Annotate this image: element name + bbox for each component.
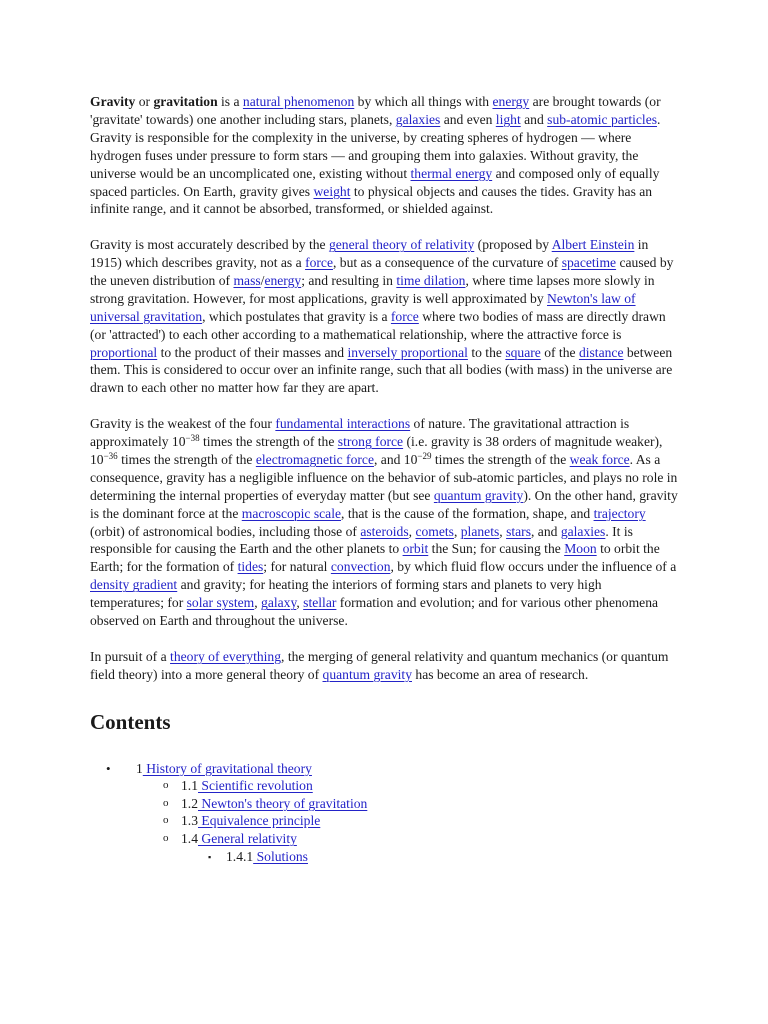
text-run: in 1915) which describes gravity, not as a: [90, 237, 649, 271]
article-link[interactable]: energy: [264, 272, 302, 288]
text-run: ,: [453, 523, 461, 539]
bullet-icon: •: [106, 760, 111, 776]
article-link[interactable]: Moon: [564, 541, 597, 557]
text-run: /: [260, 272, 265, 288]
article-link[interactable]: force: [390, 308, 419, 324]
text-run: , the merging of general relativity and quantum mechanics (or quantum field theory) into a more general theory of: [90, 648, 669, 682]
bullet-icon: o: [163, 796, 169, 809]
text-run: , but as a consequence of the curvature of: [332, 255, 562, 271]
toc-number: 1.1: [181, 778, 198, 794]
article-link[interactable]: asteroids: [360, 523, 409, 539]
article-link[interactable]: time dilation: [396, 272, 466, 288]
toc-link[interactable]: General relativity: [198, 830, 297, 846]
text-run: ,: [408, 523, 416, 539]
article-link[interactable]: galaxies: [395, 111, 441, 127]
article-link[interactable]: energy: [492, 94, 530, 109]
text-run: ). On the other hand, gravity is the dominant force at the: [90, 487, 678, 521]
text-run: , which postulates that gravity is a: [202, 308, 391, 324]
article-link[interactable]: distance: [578, 344, 624, 360]
text-run: Gravity is the weakest of the four: [90, 416, 276, 432]
text-run: and even: [440, 111, 496, 127]
article-link[interactable]: strong force: [337, 434, 404, 449]
text-run: . It is responsible for causing the Earth and the other planets to: [90, 523, 633, 557]
article-link[interactable]: thermal energy: [410, 165, 493, 181]
bold-term: gravitation: [153, 94, 218, 109]
article-link[interactable]: force: [305, 255, 333, 271]
toc-item: [90, 830, 678, 848]
article-link[interactable]: galaxies: [560, 523, 606, 539]
text-run: has become an area of research.: [412, 666, 589, 682]
article-link[interactable]: theory of everything: [170, 648, 282, 664]
article-link[interactable]: natural phenomenon: [242, 94, 355, 109]
text-run: , that is the cause of the formation, shape, and: [341, 505, 594, 521]
text-run: to the: [467, 344, 506, 360]
text-run: caused by the uneven distribution of: [90, 255, 674, 288]
text-run: (i.e. gravity is 38 orders of magnitude weaker), 10: [90, 434, 663, 467]
text-run: ; and resulting in: [301, 272, 397, 288]
article-link[interactable]: general theory of relativity: [328, 237, 475, 253]
text-run: to orbit the Earth; for the formation of: [90, 541, 660, 575]
text-run: or: [135, 94, 154, 109]
text-run: ,: [499, 523, 507, 539]
text-run: ,: [254, 595, 262, 611]
toc-item: [90, 777, 678, 795]
toc-number: 1: [136, 760, 143, 776]
text-run: to the product of their masses and: [157, 344, 348, 360]
toc-item: [90, 760, 678, 778]
bold-term: Gravity: [90, 94, 136, 109]
toc-item: [90, 848, 678, 866]
text-run: (proposed by: [474, 237, 552, 253]
text-run: (orbit) of astronomical bodies, including those of: [90, 523, 361, 539]
article-link[interactable]: inversely proportional: [347, 344, 468, 360]
toc-link[interactable]: Newton's theory of gravitation: [198, 795, 368, 811]
article-link[interactable]: mass: [233, 272, 261, 288]
toc-number: 1.3: [181, 813, 198, 829]
bullet-icon: o: [163, 831, 169, 844]
article-link[interactable]: proportional: [90, 344, 158, 360]
article-link[interactable]: weight: [313, 183, 351, 199]
article-link[interactable]: Newton's law of universal gravitation: [90, 290, 636, 324]
text-run: and composed only of equally spaced particles. On Earth, gravity gives: [90, 165, 660, 199]
article-link[interactable]: light: [495, 111, 521, 127]
bullet-icon: o: [163, 814, 169, 827]
text-run: , and 10: [373, 451, 418, 467]
text-run: In pursuit of a: [90, 648, 171, 664]
article-link[interactable]: weak force: [569, 451, 630, 467]
toc-item: [90, 795, 678, 813]
contents-heading: Contents: [90, 709, 171, 734]
article-link[interactable]: trajectory: [593, 505, 646, 521]
text-run: to physical objects and causes the tides. Gravity has an infinite range, and it cannot be absorbed, transformed, or shielded against.: [90, 183, 653, 217]
article-link[interactable]: spacetime: [561, 255, 617, 271]
article-link[interactable]: planets: [460, 523, 500, 539]
exponent: −38: [185, 433, 200, 443]
paragraph-2: [90, 236, 678, 397]
text-run: and gravity; for heating the interiors of forming stars and planets to very high temperatures; for: [90, 577, 602, 611]
paragraph-1: [90, 93, 678, 218]
text-run: , by which fluid flow occurs under the influence of a: [390, 559, 677, 575]
paragraph-3: [90, 415, 678, 630]
article-link[interactable]: comets: [415, 523, 454, 539]
table-of-contents: [90, 760, 678, 866]
toc-number: 1.4: [181, 830, 198, 846]
article-link[interactable]: square: [505, 344, 541, 360]
article-link[interactable]: quantum gravity: [322, 666, 412, 682]
text-run: times the strength of the: [117, 451, 256, 467]
text-run: by which all things with: [354, 94, 493, 109]
toc-number: 1.4.1: [226, 848, 254, 864]
article-link[interactable]: stars: [506, 523, 531, 539]
text-run: . As a consequence, gravity has a negligible influence on the behavior of sub-atomic particles, and plays no role in determining the internal properties of everyday matter (but see: [90, 451, 678, 503]
text-run: where two bodies of mass are directly drawn (or 'attracted') to each other according to a mathematical relationship, where the attractive force is: [90, 308, 666, 342]
bullet-icon: o: [163, 779, 169, 792]
text-run: times the strength of the: [199, 434, 338, 449]
bullet-icon: ▪: [208, 851, 212, 862]
article-link[interactable]: electromagnetic force: [255, 451, 374, 467]
text-run: Gravity is most accurately described by the: [90, 237, 329, 253]
article-link[interactable]: stellar: [303, 595, 337, 611]
text-run: are brought towards (or 'gravitate' towards) one another including stars, planets,: [90, 94, 661, 127]
text-run: times the strength of the: [431, 451, 570, 467]
text-run: of nature. The gravitational attraction is approximately 10: [90, 416, 630, 449]
exponent: −36: [103, 450, 118, 461]
article-link[interactable]: density gradient: [90, 577, 178, 593]
toc-number: 1.2: [181, 795, 198, 811]
text-run: , where time lapses more slowly in strong gravitation. However, for most applications, gravity is well approximated by: [90, 272, 655, 306]
text-run: the Sun; for causing the: [428, 541, 565, 557]
paragraph-4: [90, 648, 678, 684]
text-run: . Gravity is responsible for the complexity in the universe, by creating spheres of hydrogen — where hydrogen fuses under pressure to form stars — and grouping them into galaxies. Without gravity, the universe would be an uncomplicated one, existing without: [90, 111, 661, 181]
article-link[interactable]: galaxy: [261, 595, 297, 611]
toc-link[interactable]: History of gravitational theory: [142, 760, 312, 776]
text-run: and: [520, 111, 548, 127]
article-link[interactable]: quantum gravity: [433, 487, 524, 503]
article-link[interactable]: orbit: [402, 541, 429, 557]
article-link[interactable]: macroscopic scale: [241, 505, 342, 521]
toc-item: [90, 812, 678, 830]
article-link[interactable]: sub-atomic particles: [547, 111, 658, 127]
article-link[interactable]: solar system: [186, 595, 255, 611]
text-run: of the: [540, 344, 579, 360]
text-run: , and: [530, 523, 561, 539]
toc-link[interactable]: Scientific revolution: [198, 778, 313, 794]
text-run: ,: [296, 595, 304, 611]
text-run: is a: [217, 94, 243, 109]
toc-link[interactable]: Equivalence principle: [198, 813, 321, 829]
article-link[interactable]: convection: [330, 559, 391, 575]
article-body: [90, 93, 678, 684]
toc-link[interactable]: Solutions: [253, 848, 308, 864]
text-run: ; for natural: [263, 559, 331, 575]
text-run: between them. This is considered to occur over an infinite range, such that all bodies (with mass) in the universe are drawn to each other no matter how far they are apart.: [90, 344, 673, 396]
article-link[interactable]: fundamental interactions: [275, 416, 411, 432]
article-link[interactable]: tides: [237, 559, 264, 575]
text-run: formation and evolution; and for various other phenomena observed on Earth and throughout the universe.: [90, 595, 659, 629]
article-link[interactable]: Albert Einstein: [551, 237, 635, 253]
exponent: −29: [417, 450, 432, 461]
